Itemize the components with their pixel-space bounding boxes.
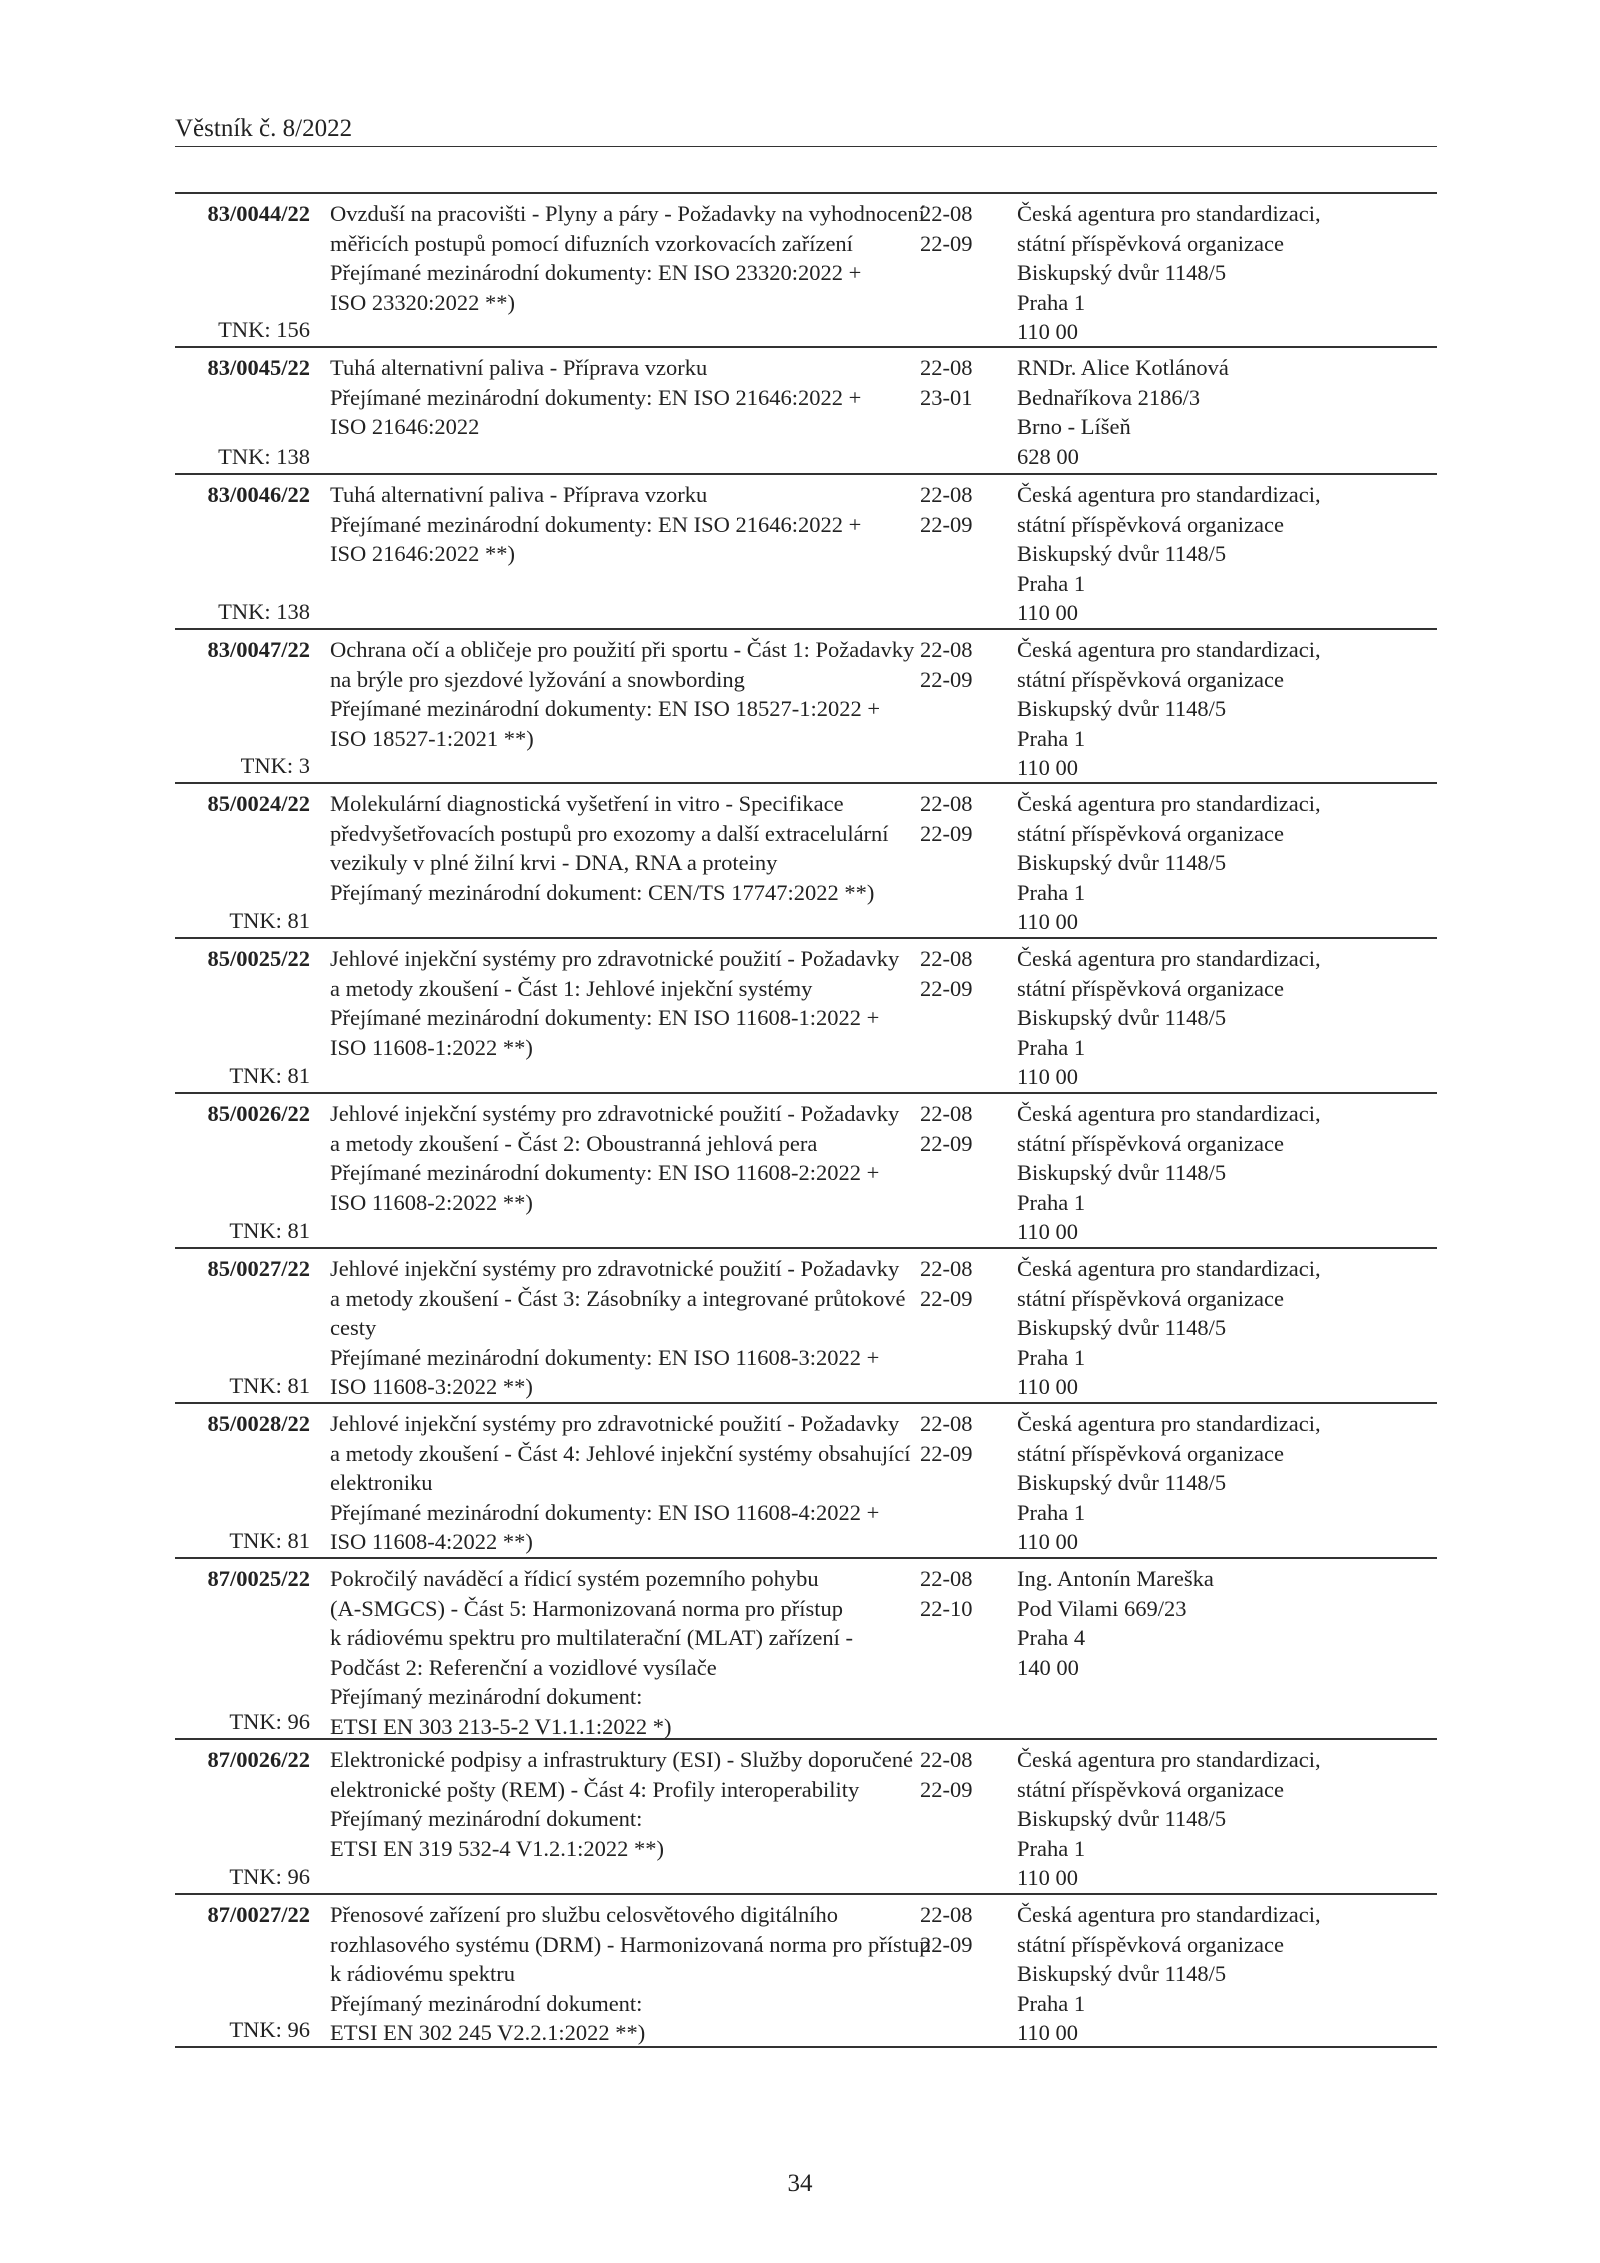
title-line: Přejímané mezinárodní dokumenty: EN ISO 11608-4:2022 + bbox=[330, 1499, 880, 1525]
entry-number: 85/0028/22 bbox=[207, 1411, 310, 1436]
entry-number: 83/0047/22 bbox=[207, 637, 310, 662]
entry-title bbox=[330, 635, 915, 782]
title-line: Přenosové zařízení pro službu celosvětového digitálního bbox=[330, 1902, 838, 1927]
standard-entry bbox=[175, 1557, 1437, 1738]
date-value: 22-09 bbox=[920, 975, 973, 1001]
entry-dates bbox=[920, 1745, 990, 1893]
address-line: Praha 4 bbox=[1017, 1625, 1086, 1650]
date-value: 22-08 bbox=[920, 355, 973, 380]
entry-tnk: TNK: 81 bbox=[229, 1372, 310, 1398]
title-line: ISO 21646:2022 bbox=[330, 414, 480, 439]
entry-dates bbox=[920, 1099, 990, 1247]
entry-dates bbox=[920, 1254, 990, 1402]
address-line: Biskupský dvůr 1148/5 bbox=[1017, 1470, 1227, 1495]
entry-title bbox=[330, 1409, 911, 1557]
entry-address bbox=[1017, 1900, 1347, 2046]
address-line: Brno - Líšeň bbox=[1017, 414, 1131, 439]
title-line: k rádiovému spektru bbox=[330, 1961, 515, 1986]
address-line: státní příspěvková organizace bbox=[1017, 1776, 1284, 1802]
entry-id-column bbox=[175, 1409, 310, 1557]
entry-id-column bbox=[175, 1564, 310, 1738]
entry-tnk: TNK: 81 bbox=[229, 907, 310, 933]
entry-title bbox=[330, 480, 883, 628]
entry-dates bbox=[920, 480, 990, 628]
entry-title bbox=[330, 1745, 913, 1893]
entry-title bbox=[330, 1564, 883, 1738]
title-line: a metody zkoušení - Část 1: Jehlové injekční systémy bbox=[330, 975, 813, 1001]
title-line: ISO 11608-3:2022 **) bbox=[330, 1374, 533, 1399]
address-line: Ing. Antonín Mareška bbox=[1017, 1566, 1214, 1591]
entry-address bbox=[1017, 1099, 1347, 1247]
date-value: 23-01 bbox=[920, 384, 973, 410]
address-line: 110 00 bbox=[1017, 319, 1079, 344]
title-line: Přejímané mezinárodní dokumenty: EN ISO 23320:2022 + bbox=[330, 260, 862, 285]
entry-address bbox=[1017, 1564, 1347, 1738]
title-line: Pokročilý naváděcí a řídicí systém pozemního pohybu bbox=[330, 1566, 819, 1591]
address-line: Praha 1 bbox=[1017, 1344, 1086, 1370]
date-value: 22-08 bbox=[920, 1411, 973, 1436]
entry-id-column bbox=[175, 944, 310, 1092]
entry-number: 85/0025/22 bbox=[207, 946, 310, 971]
address-line: Biskupský dvůr 1148/5 bbox=[1017, 1806, 1227, 1831]
title-line: a metody zkoušení - Část 3: Zásobníky a integrované průtokové bbox=[330, 1285, 906, 1311]
standard-entry bbox=[175, 1092, 1437, 1247]
entry-address bbox=[1017, 1254, 1347, 1402]
date-value: 22-08 bbox=[920, 482, 973, 507]
title-line: ETSI EN 303 213-5-2 V1.1.1:2022 *) bbox=[330, 1713, 672, 1739]
date-value: 22-09 bbox=[920, 1440, 973, 1466]
date-value: 22-08 bbox=[920, 1101, 973, 1126]
address-line: Praha 1 bbox=[1017, 1499, 1086, 1525]
entry-tnk: TNK: 96 bbox=[229, 2016, 310, 2042]
entry-title bbox=[330, 1254, 906, 1402]
address-line: státní příspěvková organizace bbox=[1017, 1130, 1284, 1156]
date-value: 22-10 bbox=[920, 1595, 973, 1621]
title-line: Přejímané mezinárodní dokumenty: EN ISO 11608-3:2022 + bbox=[330, 1344, 880, 1370]
entry-tnk: TNK: 81 bbox=[229, 1527, 310, 1553]
entry-id-column bbox=[175, 1900, 310, 2046]
entry-address bbox=[1017, 480, 1347, 628]
date-value: 22-09 bbox=[920, 1285, 973, 1311]
title-line: Molekulární diagnostická vyšetření in vitro - Specifikace bbox=[330, 791, 844, 816]
entry-number: 85/0027/22 bbox=[207, 1256, 310, 1281]
entry-number: 87/0026/22 bbox=[207, 1747, 310, 1772]
address-line: RNDr. Alice Kotlánová bbox=[1017, 355, 1229, 380]
title-line: Přejímaný mezinárodní dokument: bbox=[330, 1684, 643, 1709]
address-line: Česká agentura pro standardizaci, bbox=[1017, 946, 1321, 971]
standards-list bbox=[175, 192, 1437, 2048]
entry-id-column bbox=[175, 1099, 310, 1247]
title-line: elektroniku bbox=[330, 1470, 433, 1495]
entry-tnk: TNK: 138 bbox=[218, 598, 310, 624]
title-line: předvyšetřovacích postupů pro exozomy a další extracelulární bbox=[330, 820, 889, 846]
address-line: Česká agentura pro standardizaci, bbox=[1017, 791, 1321, 816]
address-line: Praha 1 bbox=[1017, 570, 1086, 596]
entry-id-column bbox=[175, 1745, 310, 1893]
entry-number: 85/0024/22 bbox=[207, 791, 310, 816]
entry-number: 83/0044/22 bbox=[207, 201, 310, 226]
entry-id-column bbox=[175, 199, 310, 346]
title-line: vezikuly v plné žilní krvi - DNA, RNA a proteiny bbox=[330, 850, 778, 875]
title-line: a metody zkoušení - Část 2: Oboustranná jehlová pera bbox=[330, 1130, 818, 1156]
date-value: 22-09 bbox=[920, 511, 973, 537]
title-line: na brýle pro sjezdové lyžování a snowbording bbox=[330, 666, 745, 692]
address-line: Pod Vilami 669/23 bbox=[1017, 1595, 1187, 1621]
title-line: a metody zkoušení - Část 4: Jehlové injekční systémy obsahující bbox=[330, 1440, 911, 1466]
title-line: Přejímané mezinárodní dokumenty: EN ISO 21646:2022 + bbox=[330, 384, 862, 410]
title-line: měřicích postupů pomocí difuzních vzorkovacích zařízení bbox=[330, 230, 853, 256]
entry-tnk: TNK: 96 bbox=[229, 1708, 310, 1734]
address-line: Biskupský dvůr 1148/5 bbox=[1017, 260, 1227, 285]
title-line: ISO 11608-4:2022 **) bbox=[330, 1529, 533, 1554]
entry-dates bbox=[920, 1409, 990, 1557]
standard-entry bbox=[175, 1738, 1437, 1893]
date-value: 22-09 bbox=[920, 1130, 973, 1156]
title-line: ISO 23320:2022 **) bbox=[330, 289, 515, 315]
title-line: Jehlové injekční systémy pro zdravotnické použití - Požadavky bbox=[330, 1256, 900, 1281]
entry-number: 87/0027/22 bbox=[207, 1902, 310, 1927]
title-line: Přejímaný mezinárodní dokument: CEN/TS 17747:2022 **) bbox=[330, 879, 875, 905]
title-line: Podčást 2: Referenční a vozidlové vysílače bbox=[330, 1654, 717, 1680]
title-line: Jehlové injekční systémy pro zdravotnické použití - Požadavky bbox=[330, 1411, 900, 1436]
entry-address bbox=[1017, 944, 1347, 1092]
entry-title bbox=[330, 199, 925, 346]
entry-number: 83/0045/22 bbox=[207, 355, 310, 380]
address-line: 110 00 bbox=[1017, 1064, 1079, 1089]
date-value: 22-09 bbox=[920, 666, 973, 692]
standard-entry bbox=[175, 628, 1437, 782]
title-line: ISO 18527-1:2021 **) bbox=[330, 725, 534, 751]
entry-dates bbox=[920, 1900, 990, 2046]
standard-entry bbox=[175, 782, 1437, 937]
title-line: ETSI EN 302 245 V2.2.1:2022 **) bbox=[330, 2020, 646, 2045]
address-line: Biskupský dvůr 1148/5 bbox=[1017, 1160, 1227, 1185]
entry-number: 83/0046/22 bbox=[207, 482, 310, 507]
standard-entry bbox=[175, 192, 1437, 346]
address-line: Praha 1 bbox=[1017, 289, 1086, 315]
address-line: státní příspěvková organizace bbox=[1017, 666, 1284, 692]
title-line: rozhlasového systému (DRM) - Harmonizovaná norma pro přístup bbox=[330, 1931, 931, 1957]
title-line: Přejímané mezinárodní dokumenty: EN ISO 21646:2022 + bbox=[330, 511, 862, 537]
address-line: Česká agentura pro standardizaci, bbox=[1017, 637, 1321, 662]
address-line: 110 00 bbox=[1017, 1865, 1079, 1890]
address-line: Praha 1 bbox=[1017, 879, 1086, 905]
address-line: Biskupský dvůr 1148/5 bbox=[1017, 850, 1227, 875]
address-line: státní příspěvková organizace bbox=[1017, 1285, 1284, 1311]
standard-entry bbox=[175, 1247, 1437, 1402]
address-line: Česká agentura pro standardizaci, bbox=[1017, 201, 1321, 226]
entry-id-column bbox=[175, 1254, 310, 1402]
address-line: státní příspěvková organizace bbox=[1017, 1440, 1284, 1466]
title-line: ETSI EN 319 532-4 V1.2.1:2022 **) bbox=[330, 1835, 664, 1861]
title-line: Přejímané mezinárodní dokumenty: EN ISO 11608-1:2022 + bbox=[330, 1005, 880, 1030]
entry-title bbox=[330, 1099, 900, 1247]
address-line: státní příspěvková organizace bbox=[1017, 230, 1284, 256]
title-line: ISO 11608-1:2022 **) bbox=[330, 1034, 533, 1060]
entry-dates bbox=[920, 1564, 990, 1738]
title-line: Přejímaný mezinárodní dokument: bbox=[330, 1990, 643, 2016]
standard-entry bbox=[175, 937, 1437, 1092]
address-line: Praha 1 bbox=[1017, 725, 1086, 751]
journal-title: Věstník č. 8/2022 bbox=[175, 115, 353, 142]
date-value: 22-08 bbox=[920, 791, 973, 816]
entry-tnk: TNK: 96 bbox=[229, 1863, 310, 1889]
address-line: státní příspěvková organizace bbox=[1017, 1931, 1284, 1957]
address-line: státní příspěvková organizace bbox=[1017, 820, 1284, 846]
entry-tnk: TNK: 81 bbox=[229, 1217, 310, 1243]
entry-title bbox=[330, 789, 889, 937]
date-value: 22-08 bbox=[920, 1747, 973, 1772]
entry-id-column bbox=[175, 789, 310, 937]
entry-title bbox=[330, 1900, 931, 2046]
entry-address bbox=[1017, 353, 1347, 473]
address-line: 628 00 bbox=[1017, 443, 1079, 469]
address-line: Česká agentura pro standardizaci, bbox=[1017, 1902, 1321, 1927]
entry-tnk: TNK: 156 bbox=[218, 316, 310, 342]
title-line: (A-SMGCS) - Část 5: Harmonizovaná norma pro přístup bbox=[330, 1595, 844, 1621]
entry-dates bbox=[920, 635, 990, 782]
title-line: cesty bbox=[330, 1315, 377, 1340]
entry-tnk: TNK: 138 bbox=[218, 443, 310, 469]
title-line: Přejímané mezinárodní dokumenty: EN ISO 11608-2:2022 + bbox=[330, 1160, 880, 1185]
date-value: 22-08 bbox=[920, 1566, 973, 1591]
date-value: 22-08 bbox=[920, 201, 973, 226]
date-value: 22-08 bbox=[920, 946, 973, 971]
entry-address bbox=[1017, 1409, 1347, 1557]
entry-id-column bbox=[175, 635, 310, 782]
title-line: Elektronické podpisy a infrastruktury (ESI) - Služby doporučené bbox=[330, 1747, 913, 1772]
page-header bbox=[175, 112, 1437, 147]
entry-tnk: TNK: 81 bbox=[229, 1062, 310, 1088]
date-value: 22-09 bbox=[920, 230, 973, 256]
date-value: 22-08 bbox=[920, 637, 973, 662]
entry-dates bbox=[920, 789, 990, 937]
entry-address bbox=[1017, 789, 1347, 937]
date-value: 22-09 bbox=[920, 820, 973, 846]
date-value: 22-09 bbox=[920, 1931, 973, 1957]
address-line: Biskupský dvůr 1148/5 bbox=[1017, 541, 1227, 566]
date-value: 22-08 bbox=[920, 1256, 973, 1281]
address-line: Biskupský dvůr 1148/5 bbox=[1017, 1961, 1227, 1986]
address-line: 140 00 bbox=[1017, 1654, 1079, 1680]
entry-number: 87/0025/22 bbox=[207, 1566, 310, 1591]
address-line: Praha 1 bbox=[1017, 1034, 1086, 1060]
title-line: ISO 21646:2022 **) bbox=[330, 541, 515, 566]
address-line: 110 00 bbox=[1017, 755, 1079, 780]
entry-id-column bbox=[175, 480, 310, 628]
address-line: Bednaříkova 2186/3 bbox=[1017, 384, 1201, 410]
address-line: Česká agentura pro standardizaci, bbox=[1017, 1101, 1321, 1126]
address-line: Praha 1 bbox=[1017, 1835, 1086, 1861]
title-line: Tuhá alternativní paliva - Příprava vzorku bbox=[330, 482, 708, 507]
title-line: Jehlové injekční systémy pro zdravotnické použití - Požadavky bbox=[330, 1101, 900, 1126]
entry-title bbox=[330, 944, 900, 1092]
entry-dates bbox=[920, 199, 990, 346]
title-line: Přejímaný mezinárodní dokument: bbox=[330, 1806, 643, 1831]
address-line: 110 00 bbox=[1017, 1219, 1079, 1244]
address-line: Praha 1 bbox=[1017, 1990, 1086, 2016]
page-number: 34 bbox=[787, 2170, 813, 2197]
address-line: Česká agentura pro standardizaci, bbox=[1017, 1411, 1321, 1436]
address-line: Biskupský dvůr 1148/5 bbox=[1017, 1005, 1227, 1030]
address-line: Biskupský dvůr 1148/5 bbox=[1017, 1315, 1227, 1340]
title-line: Ovzduší na pracovišti - Plyny a páry - Požadavky na vyhodnocení bbox=[330, 201, 925, 226]
entry-dates bbox=[920, 944, 990, 1092]
address-line: Biskupský dvůr 1148/5 bbox=[1017, 696, 1227, 721]
title-line: ISO 11608-2:2022 **) bbox=[330, 1189, 533, 1215]
entry-address bbox=[1017, 199, 1347, 346]
title-line: Přejímané mezinárodní dokumenty: EN ISO 18527-1:2022 + bbox=[330, 696, 881, 721]
entry-address bbox=[1017, 1745, 1347, 1893]
address-line: Česká agentura pro standardizaci, bbox=[1017, 1256, 1321, 1281]
address-line: 110 00 bbox=[1017, 2020, 1079, 2045]
standard-entry bbox=[175, 346, 1437, 473]
title-line: elektronické pošty (REM) - Část 4: Profily interoperability bbox=[330, 1776, 860, 1802]
address-line: 110 00 bbox=[1017, 909, 1079, 934]
date-value: 22-09 bbox=[920, 1776, 973, 1802]
address-line: státní příspěvková organizace bbox=[1017, 511, 1284, 537]
entry-title bbox=[330, 353, 883, 473]
address-line: 110 00 bbox=[1017, 1374, 1079, 1399]
standard-entry bbox=[175, 1893, 1437, 2048]
address-line: Česká agentura pro standardizaci, bbox=[1017, 482, 1321, 507]
title-line: k rádiovému spektru pro multilaterační (MLAT) zařízení - bbox=[330, 1625, 853, 1650]
standard-entry bbox=[175, 473, 1437, 628]
title-line: Jehlové injekční systémy pro zdravotnické použití - Požadavky bbox=[330, 946, 900, 971]
entry-dates bbox=[920, 353, 990, 473]
address-line: 110 00 bbox=[1017, 600, 1079, 625]
address-line: Česká agentura pro standardizaci, bbox=[1017, 1747, 1321, 1772]
address-line: 110 00 bbox=[1017, 1529, 1079, 1554]
entry-id-column bbox=[175, 353, 310, 473]
entry-number: 85/0026/22 bbox=[207, 1101, 310, 1126]
entry-address bbox=[1017, 635, 1347, 782]
address-line: Praha 1 bbox=[1017, 1189, 1086, 1215]
standard-entry bbox=[175, 1402, 1437, 1557]
title-line: Tuhá alternativní paliva - Příprava vzorku bbox=[330, 355, 708, 380]
address-line: státní příspěvková organizace bbox=[1017, 975, 1284, 1001]
entry-tnk: TNK: 3 bbox=[240, 752, 310, 778]
title-line: Ochrana očí a obličeje pro použití při sportu - Část 1: Požadavky bbox=[330, 637, 915, 662]
date-value: 22-08 bbox=[920, 1902, 973, 1927]
